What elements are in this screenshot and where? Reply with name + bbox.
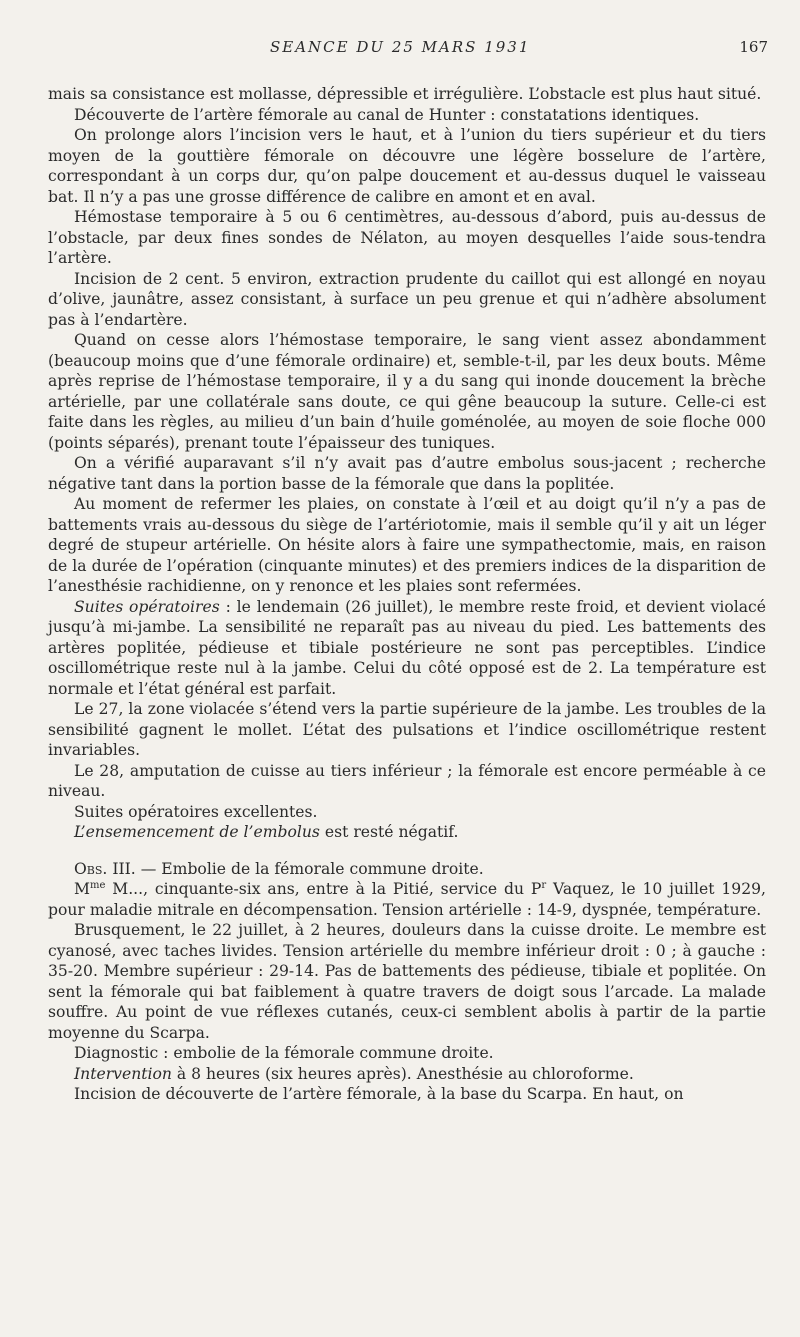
- paragraph: Hémostase temporaire à 5 ou 6 centimètres, au-dessous d’abord, puis au-dessus de l’obstacle, par deux fines sondes de Nélaton, au moyen desquelles l’aide sous-tendra l’artère.: [48, 208, 766, 267]
- running-header: [48, 38, 766, 60]
- observation-title: — Embolie de la fémorale commune droite.: [135, 859, 484, 878]
- paragraph: Le 27, la zone violacée s’étend vers la partie supérieure de la jambe. Les troubles de la sensibilité gagnent le mollet. L’état des pulsations et l’indice oscillométrique restent invariables.: [48, 700, 766, 759]
- paragraph: Le 28, amputation de cuisse au tiers inférieur ; la fémorale est encore perméable à ce niveau.: [48, 761, 766, 800]
- paragraph: On prolonge alors l’incision vers le haut, et à l’union du tiers supérieur et du tiers moyen de la gouttière fémorale on découvre une légère bosselure de l’artère, correspondant à un corps dur, qu’on palpe doucement et au-dessus duquel le vaisseau bat. Il n’y a pas une grosse différence de calibre en amont et en aval.: [48, 126, 766, 206]
- paragraph: mais sa consistance est mollasse, dépressible et irrégulière. L’obstacle est plus haut situé.: [48, 85, 762, 103]
- body-text: [48, 84, 766, 1105]
- paragraph: Découverte de l’artère fémorale au canal de Hunter : constatations identiques.: [74, 105, 700, 124]
- paragraph: [48, 597, 766, 700]
- page: [48, 38, 766, 1105]
- paragraph-text: : le lendemain (26 juillet), le membre reste froid, et devient violacé jusqu’à mi-jambe. La sensibilité ne reparaît pas au niveau du pied. Les battements des artères poplitée, pédieuse et tibiale postérieure ne sont pas perceptibles. L’indice oscillométrique reste nul à la jambe. Celui du côté opposé est de 2. La température est normale et l’état général est parfait.: [48, 597, 766, 698]
- patient-rest: Vaquez, le 10 juillet 1929, pour maladie mitrale en décompensation. Tension artérielle : 14-9, dyspnée, température.: [48, 880, 766, 919]
- paragraph-lead: Suites opératoires: [74, 597, 220, 616]
- paragraph: Au moment de refermer les plaies, on constate à l’œil et au doigt qu’il n’y a pas de battements vrais au-dessous du siège de l’artériotomie, mais il semble qu’il y ait un léger degré de stupeur artérielle. On hésite alors à faire une sympathectomie, mais, en raison de la durée de l’opération (cinquante minutes) et des premiers indices de la disparition de l’anesthésie rachidienne, on y renonce et les plaies sont refermées.: [48, 495, 766, 595]
- observation-label: Obs. III.: [74, 859, 136, 878]
- prof-sup: r: [541, 879, 547, 891]
- paragraph: Incision de découverte de l’artère fémorale, à la base du Scarpa. En haut, on: [74, 1085, 684, 1103]
- paragraph: Suites opératoires excellentes.: [74, 802, 318, 821]
- running-title: SEANCE DU 25 MARS 1931: [270, 38, 531, 56]
- paragraph: Quand on cesse alors l’hémostase temporaire, le sang vient assez abondamment (beaucoup moins que d’une fémorale ordinaire) et, semble-t-il, par les deux bouts. Même après reprise de l’hémostase temporaire, il y a du sang qui inonde doucement la brèche artérielle, par une collatérale sans doute, ce qui gêne beaucoup la suture. Celle-ci est faite dans les règles, au milieu d’un bain d’huile goménolée, au moyen de soie floche 000 (points séparés), prenant toute l’épaisseur des tuniques.: [48, 331, 766, 452]
- page-number: 167: [739, 38, 768, 56]
- observation-heading: [48, 859, 766, 880]
- paragraph-lead: Intervention: [74, 1064, 172, 1083]
- paragraph: [48, 822, 766, 843]
- paragraph: Brusquement, le 22 juillet, à 2 heures, douleurs dans la cuisse droite. Le membre est cyanosé, avec taches livides. Tension artérielle du membre inférieur droit : 0 ; à gauche : 35-20. Membre supérieur : 29-14. Pas de battements des pédieuse, tibiale et poplitée. On sent la fémorale qui bat faiblement à quatre travers de doigt sous l’arcade. La malade souffre. Au point de vue réflexes cutanés, ceux-ci semblent abolis à partir de la partie moyenne du Scarpa.: [48, 921, 766, 1042]
- patient-prefix: M: [74, 880, 90, 898]
- patient-sup: me: [89, 879, 106, 891]
- paragraph: Diagnostic : embolie de la fémorale commune droite.: [74, 1044, 494, 1062]
- paragraph-text: est resté négatif.: [319, 823, 459, 841]
- paragraph: On a vérifié auparavant s’il n’y avait pas d’autre embolus sous-jacent ; recherche négative tant dans la portion basse de la fémorale que dans la poplitée.: [48, 454, 766, 493]
- patient-text: M..., cinquante-six ans, entre à la Pitié, service du P: [105, 880, 542, 898]
- paragraph: [48, 1064, 766, 1085]
- paragraph-text: à 8 heures (six heures après). Anesthésie au chloroforme.: [171, 1064, 634, 1083]
- paragraph-lead: L’ensemencement de l’embolus: [74, 823, 320, 841]
- observation-patient: [48, 879, 766, 920]
- paragraph: Incision de 2 cent. 5 environ, extraction prudente du caillot qui est allongé en noyau d’olive, jaunâtre, assez consistant, à surface un peu grenue et qui n’adhère absolument pas à l’endartère.: [48, 269, 766, 329]
